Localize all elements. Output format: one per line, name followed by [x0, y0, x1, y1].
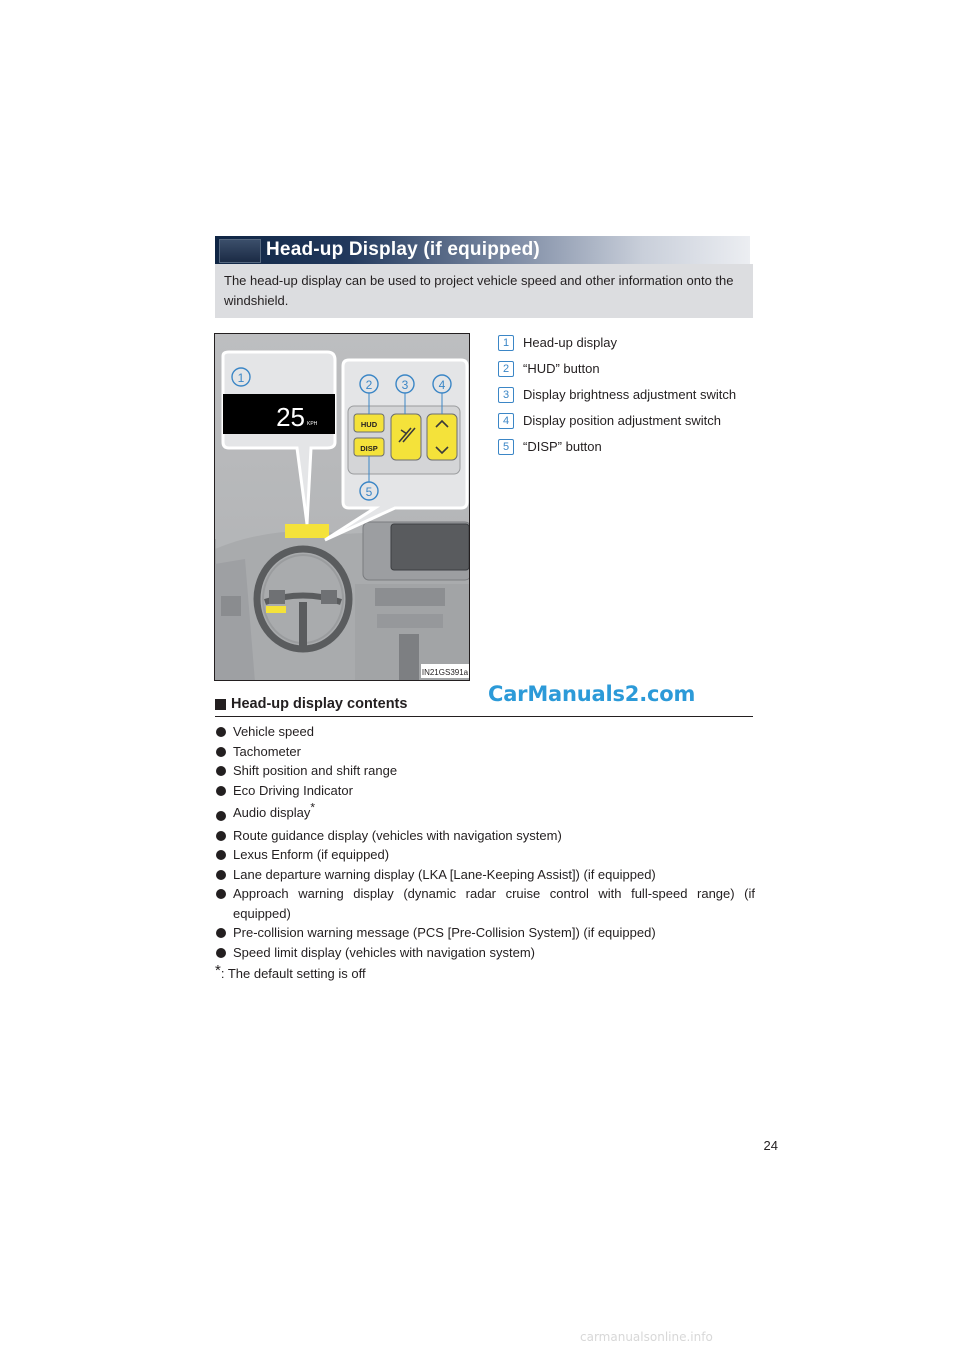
- svg-text:3: 3: [401, 378, 409, 392]
- contents-heading: Head-up display contents: [231, 696, 408, 712]
- footnote-text: : The default setting is off: [220, 966, 366, 981]
- callout-label: Display position adjustment switch: [523, 413, 721, 428]
- list-item: Lane departure warning display (LKA [Lane-Keeping Assist]) (if equipped): [215, 865, 755, 885]
- callout-item: [498, 333, 768, 359]
- callout-item: [498, 385, 768, 411]
- callout-label: “HUD” button: [523, 361, 600, 376]
- callout-number: 4: [498, 413, 514, 429]
- contents-subheading: [215, 694, 753, 717]
- svg-text:1: 1: [237, 371, 245, 385]
- section-intro: The head-up display can be used to project vehicle speed and other information onto the windshield.: [215, 264, 753, 318]
- svg-text:5: 5: [365, 485, 373, 499]
- bullet-icon: [216, 870, 226, 880]
- watermark-link[interactable]: CarManuals2.com: [488, 682, 696, 706]
- section-title: Head-up Display (if equipped): [266, 239, 540, 260]
- page-number: 24: [763, 1138, 778, 1153]
- list-item: Approach warning display (dynamic radar cruise control with full-speed range) (if equipped): [215, 884, 755, 923]
- image-code: IN21GS391a: [421, 668, 469, 677]
- callout-label: “DISP” button: [523, 439, 602, 454]
- bullet-icon: [216, 811, 226, 821]
- section-header: [215, 236, 750, 264]
- hud-button-label: HUD: [360, 420, 378, 429]
- disp-button-label: DISP: [360, 444, 378, 453]
- svg-text:4: 4: [438, 378, 446, 392]
- bullet-icon: [216, 727, 226, 737]
- list-item: Shift position and shift range: [215, 761, 755, 781]
- bullet-icon: [216, 747, 226, 757]
- callout-item: [498, 359, 768, 385]
- callout-label: Head-up display: [523, 335, 617, 350]
- bullet-icon: [216, 889, 226, 899]
- footer-watermark: carmanualsonline.info: [580, 1330, 713, 1344]
- callout-item: [498, 411, 768, 437]
- list-item: Pre-collision warning message (PCS [Pre-Collision System]) (if equipped): [215, 923, 755, 943]
- list-item: Tachometer: [215, 742, 755, 762]
- brightness-switch-shape: [391, 414, 421, 460]
- list-item: Eco Driving Indicator: [215, 781, 755, 801]
- contents-list: [215, 722, 755, 984]
- subheading-square-icon: [215, 699, 226, 710]
- bullet-icon: [216, 928, 226, 938]
- footnote: [215, 964, 755, 984]
- footnote-marker: *: [310, 800, 315, 815]
- hud-speed-unit: KPH: [307, 421, 318, 427]
- callout-number: 2: [498, 361, 514, 377]
- svg-text:2: 2: [365, 378, 373, 392]
- list-item: Speed limit display (vehicles with navigation system): [215, 943, 755, 963]
- callout-number: 5: [498, 439, 514, 455]
- callout-list: [498, 333, 768, 463]
- bullet-icon: [216, 850, 226, 860]
- bullet-icon: [216, 831, 226, 841]
- callout-number: 3: [498, 387, 514, 403]
- callout-number: 1: [498, 335, 514, 351]
- list-item: Vehicle speed: [215, 722, 755, 742]
- cockpit-diagram: [215, 334, 470, 681]
- list-item: Audio display*: [215, 803, 755, 823]
- hud-illustration: [214, 333, 470, 681]
- section-thumbnail: [219, 239, 261, 263]
- footnote-asterisk: *: [215, 962, 221, 979]
- bullet-icon: [216, 766, 226, 776]
- list-item: Route guidance display (vehicles with navigation system): [215, 826, 755, 846]
- list-item: Lexus Enform (if equipped): [215, 845, 755, 865]
- callout-label: Display brightness adjustment switch: [523, 387, 737, 402]
- callout-item: [498, 437, 768, 463]
- hud-speed-value: 25: [276, 402, 305, 432]
- bullet-icon: [216, 948, 226, 958]
- bullet-icon: [216, 786, 226, 796]
